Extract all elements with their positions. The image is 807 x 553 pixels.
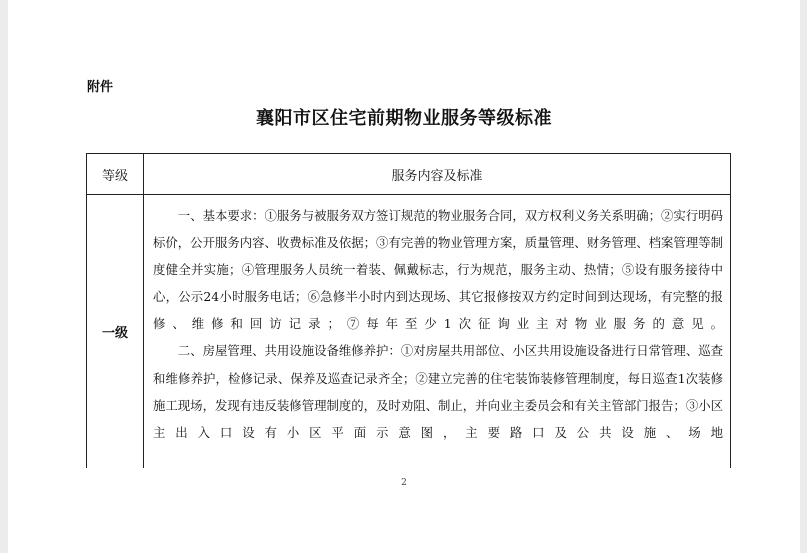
header-level: 等级 <box>101 168 128 184</box>
document-page <box>8 0 800 553</box>
paragraph-basic-requirements: 一、基本要求：①服务与被服务双方签订规范的物业服务合同，双方权利义务关系明确；②实行明码标价，公开服务内容、收费标准及依据；③有完善的物业管理方案，质量管理、财务管理、档案管理等制度健全并实施；④管理服务人员统一着装、佩戴标志，行为规范，服务主动、热情；⑤设有服务接待中心，公示24小时服务电话；⑥急修半小时内到达现场、其它报修按双方约定时间到达现场，有完整的报修、维修和回访记录；⑦每年至少1次征询业主对物业服务的意见。 <box>153 208 723 332</box>
standards-table <box>86 153 731 468</box>
document-title: 襄阳市区住宅前期物业服务等级标准 <box>256 108 552 129</box>
content-cell <box>153 202 723 468</box>
paragraph-housing-maintenance: 二、房屋管理、共用设施设备维修养护：①对房屋共用部位、小区共用设施设备进行日常管理、巡查和维修养护，检修记录、保养及巡查记录齐全；②建立完善的住宅装饰装修管理制度，每日巡查1次装修施工现场，发现有违反装修管理制度的，及时劝阻、制止，并向业主委员会和有关主管部门报告；③小区主出入口设有小区平面示意图，主要路口及公共设施、场地 <box>153 343 723 440</box>
header-content: 服务内容及标准 <box>391 168 483 184</box>
page-number: 2 <box>401 478 407 488</box>
attachment-label: 附件 <box>87 80 114 95</box>
level-cell: 一级 <box>101 326 128 341</box>
column-divider <box>143 154 144 468</box>
table-header-row <box>87 154 730 195</box>
